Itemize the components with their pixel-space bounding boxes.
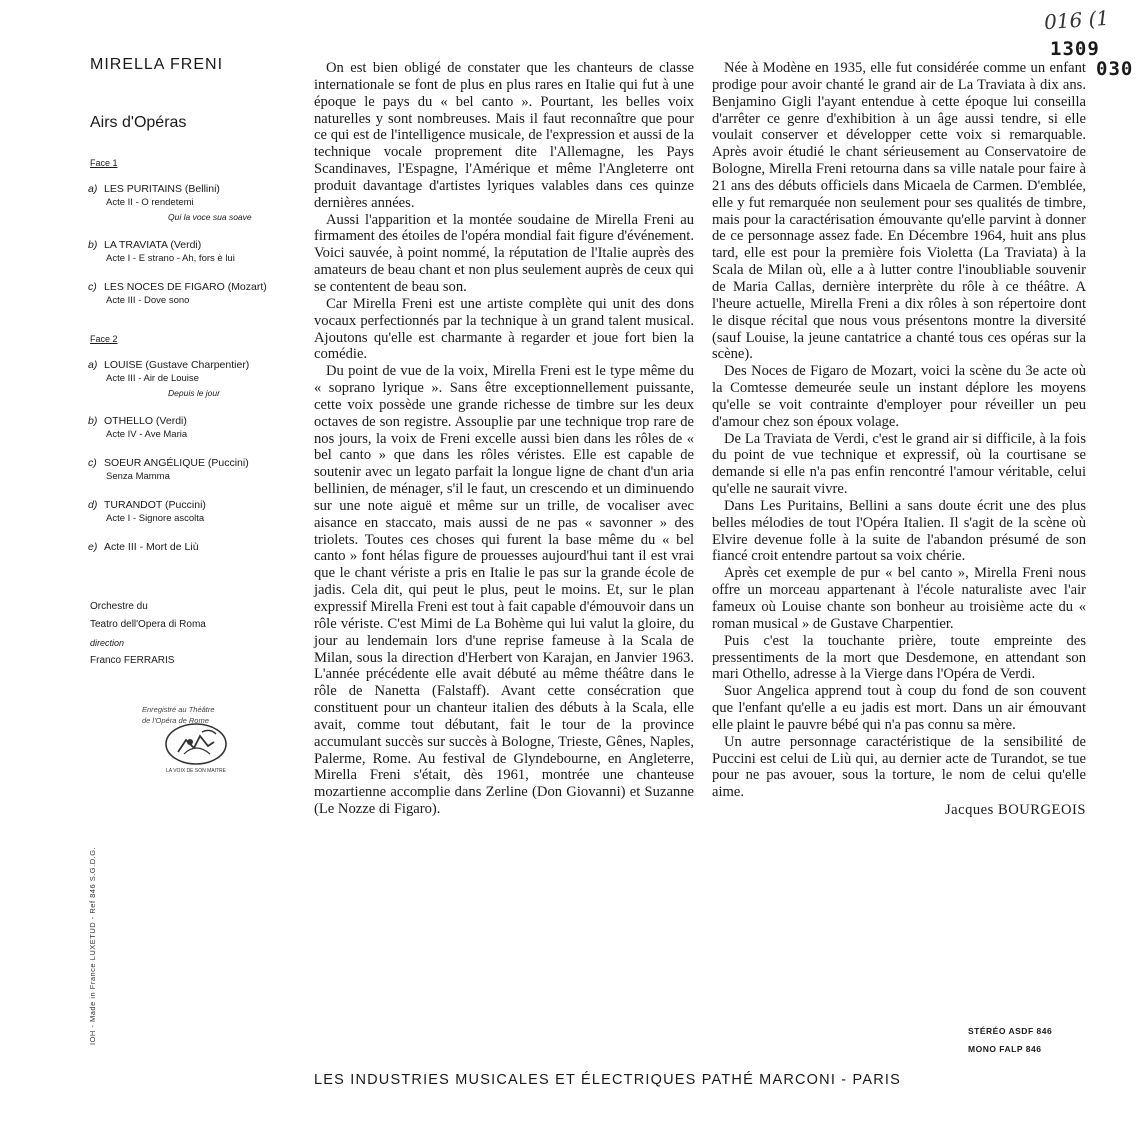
- orchestra-line-2: Teatro dell'Opera di Roma: [90, 619, 206, 630]
- article-paragraph: Aussi l'apparition et la montée soudaine de Mirella Freni au firmament des étoiles de l'opéra mondial fait figure d'événement. Voici sauvée, à point nommé, la réputation de l'Italie auprès des amateurs de beau chant et non plus seulement auprès de ceux qui se contentent de beau son.: [314, 211, 694, 295]
- article-paragraph: Un autre personnage caractéristique de la sensibilité de Puccini est celui de Liù qui, au dernier acte de Turandot, se tue pour ne pas avouer, sous la torture, le nom de celui qu'elle aime.: [712, 733, 1086, 801]
- track-act: Senza Mamma: [106, 471, 170, 482]
- track-number: a): [88, 359, 98, 371]
- track-act: Acte IV - Ave Maria: [106, 429, 188, 440]
- track-act: Acte III - Air de Louise: [106, 373, 199, 384]
- catalogue-stamp-suffix: 030: [1096, 58, 1134, 80]
- article-paragraph: Du point de vue de la voix, Mirella Freni est le type même du « soprano lyrique ». Sans être exceptionnellement puissante, cette voix possède une grande richesse de timbre sur les deux octaves de son registre. Assouplie par une technique trop rare de nos jours, la voix de Freni excelle aussi bien dans les rôles de « bel canto » que dans les rôles véristes. Elle est capable de soutenir avec un legato parfait la longue ligne de chant d'un aria bellinien, de ménager, s'il le faut, un crescendo et un diminuendo sur une note aiguë et même sur un trille, de vocaliser avec aisance en staccato, mais aussi de ne pas « savonner » des triolets. Toutes ces choses qui furent la base même du « bel canto » font hélas figure de prouesses aujourd'hui tant il est vrai que le chant vériste a pris en Italie le pas sur la grande école de jadis. Cela dit, qui peut le plus, peut le moins. Et, sur le plan expressif Mirella Freni est tout à fait capable d'émouvoir dans un rôle vériste. C'est Mimi de La Bohème qui lui valut la gloire, du jour au lendemain lors d'une reprise fameuse à la Scala de Milan, sous la direction d'Herbert von Karajan, en Janvier 1963. L'année précédente elle avait débuté au même théâtre dans le rôle de Nanetta (Falstaff). Avant cette consécration que constituent pour un chanteur italien des débuts à la Scala, elle avait, comme tout débutant, fait le tour de la province accumulant succès sur succès à Bologne, Trieste, Gênes, Naples, Palerme, Rome. Au festival de Glyndebourne, en Angleterre, Mirella Freni s'était, dès 1961, montrée une chanteuse mozartienne accomplie dans Zerline (Don Giovanni) et Suzanne (Le Nozze di Figaro).: [314, 363, 694, 818]
- article-paragraph: Car Mirella Freni est une artiste complète qui unit des dons vocaux perfectionnés par la technique à un grand talent musical. Ajoutons qu'elle est charmante à regarder et joue fort bien la comédie.: [314, 295, 694, 363]
- venue-note-line-2: de l'Opéra de Rome: [142, 716, 209, 725]
- article-column-2: [712, 60, 1086, 819]
- tracklist-sidebar: [90, 56, 290, 726]
- track-act: Acte II - O rendetemi: [106, 197, 194, 208]
- conductor-name: Franco FERRARIS: [90, 655, 175, 666]
- article-paragraph: Suor Angelica apprend tout à coup du fond de son couvent que l'enfant qu'elle a eu jadis est mort. Dans un air émouvant elle plaint le pauvre bébé qui n'a pas connu sa mère.: [712, 683, 1086, 733]
- stereo-reference: STÉRÉO ASDF 846: [968, 1026, 1053, 1036]
- track-act: Acte I - E strano - Ah, fors è lui: [106, 253, 235, 264]
- track-item: [90, 414, 290, 442]
- article-paragraph: Née à Modène en 1935, elle fut considérée comme un enfant prodige pour avoir chanté le grand air de La Traviata à dix ans. Benjamino Gigli l'ayant entendue à cette époque lui conseilla d'arrêter ce genre d'exhibition à un âge aussi tendre, si elle voulait conserver et développer cette voix si remarquable. Après avoir étudié le chant sérieusement au Conservatoire de Bologne, Mirella Freni retourna dans sa ville natale pour faire à 21 ans des débuts officiels dans Micaela de Carmen. D'emblée, elle y fut remarquée non seulement pour ses qualités de timbre, mais pour la caractérisation émouvante qu'elle parvint à donner de ce personnage assez fade. En Décembre 1964, huit ans plus tard, elle est pour la première fois Violetta (La Traviata) à la Scala de Milan où, elle a à lutter contre l'inoubliable souvenir de Maria Callas, dernière interprète du rôle à ce théâtre. A l'heure actuelle, Mirella Freni a dix rôles à son répertoire dont le disque récital que nous vous présentons montre la diversité (sauf Louise, la jeune cantatrice a chanté tous ces opéras sur la scène).: [712, 60, 1086, 363]
- performer-credits: [90, 598, 290, 670]
- track-act: Acte I - Signore ascolta: [106, 513, 205, 524]
- track-title: TURANDOT (Puccini): [104, 499, 206, 511]
- track-subtitle: Qui la voce sua soave: [168, 212, 252, 222]
- side-2-label: Face 2: [90, 334, 118, 344]
- track-title: OTHELLO (Verdi): [104, 415, 187, 427]
- track-title: Acte III - Mort de Liù: [104, 541, 199, 553]
- track-title: LOUISE (Gustave Charpentier): [104, 359, 250, 371]
- track-number: b): [88, 239, 98, 251]
- article-paragraph: Après cet exemple de pur « bel canto », Mirella Freni nous offre un morceau appartenant à l'école naturaliste avec l'air fameux où Louise chante son bonheur au troisième acte du « roman musical » de Gustave Charpentier.: [712, 565, 1086, 632]
- track-item: [90, 498, 290, 526]
- vertical-imprint: IOH - Made in France LUXETUD - Ref 846 S.G.D.G.: [88, 846, 97, 1045]
- article-paragraph: De La Traviata de Verdi, c'est le grand air si difficile, à la fois du point de vue technique et expressif, où la courtisane se demande si elle n'a pas enfin rencontré l'amour véritable, celui qu'elle ne saurait vivre.: [712, 430, 1086, 498]
- article-column-1: [314, 60, 694, 818]
- track-item: [90, 540, 290, 554]
- track-number: a): [88, 183, 98, 195]
- side-1-tracklist: [90, 182, 290, 308]
- catalogue-references: [968, 1022, 1052, 1058]
- track-number: b): [88, 415, 98, 427]
- track-number: c): [88, 281, 97, 293]
- artist-name: MIRELLA FRENI: [90, 56, 224, 73]
- article-paragraph: Dans Les Puritains, Bellini a sans doute écrit une des plus belles mélodies de tout l'Opéra Italien. Il s'agit de la scène où Elvire devenue folle à la suite de l'abandon présumé de son fiancé croit entendre partout sa voix chérie.: [712, 497, 1086, 565]
- album-title: Airs d'Opéras: [90, 114, 187, 131]
- logo-caption: LA VOIX DE SON MAITRE: [165, 768, 227, 774]
- track-item: [90, 456, 290, 484]
- track-title: LA TRAVIATA (Verdi): [104, 239, 202, 251]
- venue-note-line-1: Enregistré au Théâtre: [142, 705, 215, 714]
- track-number: d): [88, 499, 98, 511]
- catalogue-stamp-number: 1309: [1050, 38, 1100, 60]
- track-item: [90, 358, 290, 400]
- track-title: LES PURITAINS (Bellini): [104, 183, 220, 195]
- article-paragraph: Des Noces de Figaro de Mozart, voici la scène du 3e acte où la Comtesse demeurée seule un instant déplore les moyens qu'elle se voit contrainte d'employer pour réveiller un peu d'amour chez son époux volage.: [712, 363, 1086, 430]
- article-author: Jacques BOURGEOIS: [944, 802, 1086, 819]
- article-paragraph: Puis c'est la touchante prière, toute empreinte des pressentiments de la mort que Desdemone, en attendant son mari Othello, adresse à la Vierge dans l'Opéra de Verdi.: [712, 632, 1086, 683]
- article-column-2-body: [712, 60, 1086, 801]
- track-item: [90, 182, 290, 224]
- publisher-footer: LES INDUSTRIES MUSICALES ET ÉLECTRIQUES PATHÉ MARCONI - PARIS: [314, 1072, 901, 1088]
- record-label-logo: [160, 722, 232, 774]
- side-2-tracklist: [90, 358, 290, 554]
- direction-label: direction: [90, 638, 125, 648]
- track-subtitle: Depuis le jour: [168, 388, 220, 398]
- track-number: e): [88, 541, 98, 553]
- side-1-label: Face 1: [90, 158, 118, 168]
- handwritten-note: 016 (1: [1043, 5, 1110, 35]
- track-act: Acte III - Dove sono: [106, 295, 190, 306]
- track-title: LES NOCES DE FIGARO (Mozart): [104, 281, 267, 293]
- track-item: [90, 280, 290, 308]
- mono-reference: MONO FALP 846: [968, 1044, 1042, 1054]
- track-item: [90, 238, 290, 266]
- track-number: c): [88, 457, 97, 469]
- track-title: SOEUR ANGÉLIQUE (Puccini): [104, 457, 249, 469]
- article-paragraph: On est bien obligé de constater que les chanteurs de classe internationale se font de plus en plus rares en Italie qui fut à une époque le pays du « bel canto ». Pourtant, les belles voix naturelles y sont nombreuses. Mais il faut reconnaître que pour ce qui est de l'intelligence musicale, de l'expression et aussi de la technique vocale proprement dite l'Allemagne, les Pays Scandinaves, l'Espagne, l'Amérique et même l'Angleterre ont produit davantage d'artistes lyriques valables dans ces quinze dernières années.: [314, 60, 694, 211]
- orchestra-line-1: Orchestre du: [90, 601, 148, 612]
